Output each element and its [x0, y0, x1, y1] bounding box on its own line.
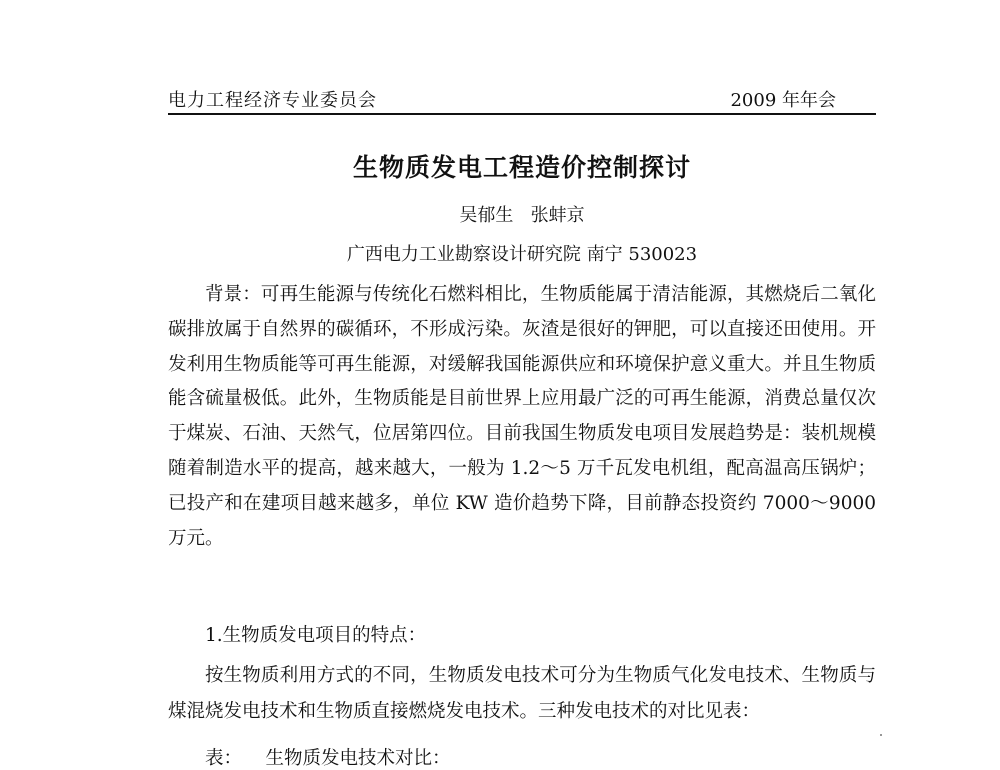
technology-paragraph: 按生物质利用方式的不同，生物质发电技术可分为生物质气化发电技术、生物质与煤混烧发电技术和生物质直接燃烧发电技术。三种发电技术的对比见表：	[168, 665, 876, 722]
table-caption: 表： 生物质发电技术对比：	[205, 748, 451, 769]
paper-authors: 吴郁生 张蚌京	[459, 205, 585, 226]
header-conference-year: 2009 年年会	[730, 90, 836, 111]
header-committee-name: 电力工程经济专业委员会	[168, 90, 377, 111]
running-header	[168, 86, 876, 114]
author-affiliation: 广西电力工业勘察设计研究院 南宁 530023	[346, 244, 698, 265]
background-paragraph: 背景：可再生能源与传统化石燃料相比，生物质能属于清洁能源，其燃烧后二氧化碳排放属于自然界的碳循环，不形成污染。灰渣是很好的钾肥，可以直接还田使用。开发利用生物质能等可再生能源，对缓解我国能源供应和环境保护意义重大。并且生物质能含硫量极低。此外，生物质能是目前世界上应用最广泛的可再生能源，消费总量仅次于煤炭、石油、天然气，位居第四位。目前我国生物质发电项目发展趋势是：装机规模随着制造水平的提高，越来越大，一般为 1.2～5 万千瓦发电机组，配高温高压锅炉；已投产和在建项目越来越多，单位 KW 造价趋势下降，目前静态投资约 7000～9000 万元。	[168, 284, 876, 549]
section-heading-1: 1.生物质发电项目的特点：	[205, 625, 427, 646]
paper-title: 生物质发电工程造价控制探讨	[352, 153, 691, 182]
scan-speck	[880, 734, 882, 736]
header-rule	[168, 113, 876, 115]
